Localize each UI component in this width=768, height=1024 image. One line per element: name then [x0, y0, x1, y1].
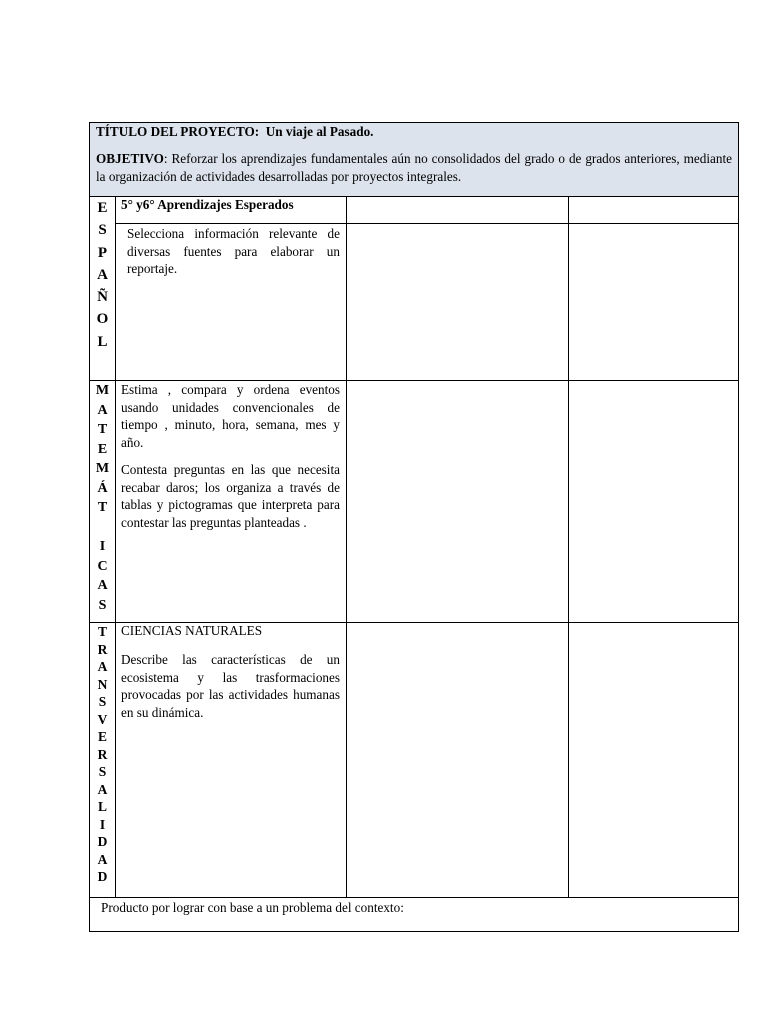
subject-label-matematicas — [89, 381, 116, 615]
table-border-bottom — [89, 931, 739, 932]
subject-letter — [89, 518, 116, 538]
subject-letter: T — [97, 422, 108, 437]
subject-label-espanol — [89, 197, 116, 353]
row-divider — [115, 223, 739, 224]
subject-letter: L — [97, 333, 108, 350]
project-objective: OBJETIVO: Reforzar los aprendizajes fundamentales aún no consolidados del grado o de grados anteriores, mediante la organización de actividades desarrolladas por proyectos integrales. — [96, 151, 732, 184]
table-border-right — [738, 122, 739, 932]
subject-letter: S — [98, 222, 107, 239]
subject-letter: I — [99, 539, 106, 554]
product-text: Producto por lograr con base a un problema del contexto: — [101, 900, 404, 915]
learning-text-matematicas-2: Contesta preguntas en las que necesita recabar daros; los organiza a través de tablas y pictogramas que interpreta para contestar las preguntas planteadas . — [121, 462, 340, 530]
subject-letter: S — [98, 694, 107, 709]
subject-letter: A — [97, 781, 108, 797]
subject-letter: A — [97, 266, 108, 283]
subject-letter: M — [95, 383, 110, 398]
subject-letter: A — [97, 659, 108, 674]
subject-letter: E — [97, 441, 108, 457]
subject-letter: A — [97, 578, 108, 593]
column-divider — [568, 196, 569, 898]
subject-letter: T — [97, 624, 107, 639]
science-heading: CIENCIAS NATURALES — [121, 623, 263, 638]
subject-letter: I — [99, 816, 106, 832]
learning-text-espanol: Selecciona información relevante de diversas fuentes para elaborar un reportaje. — [127, 226, 340, 276]
learning-text-matematicas-1: Estima , compara y ordena eventos usando unidades convencionales de tiempo , minuto, hora, semana, mes y año. — [121, 382, 340, 450]
subject-letter: M — [95, 461, 110, 476]
subject-letter: S — [98, 764, 107, 779]
grade-heading: 5° y6° Aprendizajes Esperados — [121, 197, 294, 212]
subject-letter: Ñ — [97, 289, 108, 306]
subject-letter: T — [97, 500, 108, 515]
subject-letter: N — [97, 676, 108, 692]
subject-letter: D — [97, 869, 108, 884]
subject-label-transversalidad — [89, 623, 116, 886]
subject-letter: S — [98, 597, 107, 613]
row-divider — [89, 897, 739, 898]
learning-text-transversalidad: Describe las características de un ecosistema y las trasformaciones provocadas por las actividades humanas en su dinámica. — [121, 652, 340, 720]
subject-letter: L — [97, 799, 107, 814]
subject-letter: Á — [97, 480, 108, 496]
subject-letter: C — [97, 558, 108, 574]
subject-letter: R — [97, 641, 108, 657]
project-title: TÍTULO DEL PROYECTO: Un viaje al Pasado. — [96, 124, 374, 139]
project-table — [89, 122, 739, 932]
subject-letter: D — [97, 834, 108, 849]
subject-letter: O — [96, 311, 109, 328]
subject-letter: A — [97, 851, 108, 867]
subject-letter: P — [97, 244, 108, 261]
subject-letter: V — [97, 711, 108, 727]
subject-letter: A — [97, 402, 108, 418]
subject-letter: E — [97, 200, 108, 216]
subject-letter: R — [97, 746, 108, 762]
subject-letter: E — [97, 729, 107, 744]
column-divider — [346, 196, 347, 898]
